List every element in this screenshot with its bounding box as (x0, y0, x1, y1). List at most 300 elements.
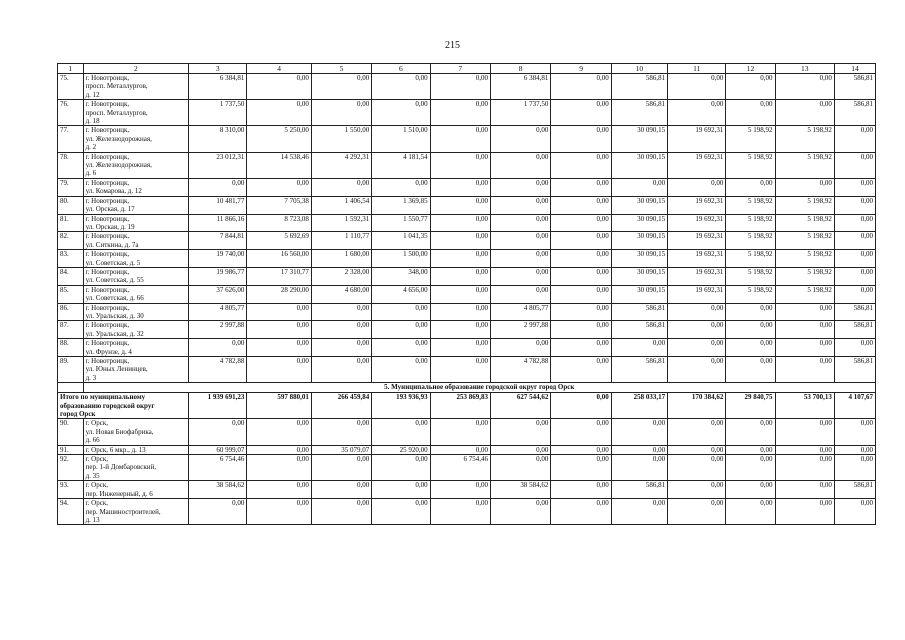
cell-col-10: 586,81 (611, 481, 667, 499)
address-line: д. 6 (85, 169, 97, 178)
address-line: ул. Советская, д. 55 (85, 276, 144, 285)
cell-col-4: 0,00 (247, 178, 311, 196)
row-address (83, 152, 188, 178)
address-line: г. Новотроицк, (85, 285, 130, 294)
cell-col-4: 0,00 (247, 481, 311, 499)
cell-col-3: 8 310,00 (189, 126, 247, 152)
address-line: пер. Инженерный, д. 6 (85, 489, 153, 498)
cell-col-3: 23 012,31 (189, 152, 247, 178)
cell-col-3: 37 626,00 (189, 285, 247, 303)
cell-col-6: 0,00 (372, 455, 430, 481)
cell-col-5: 0,00 (311, 357, 371, 383)
row-address (83, 303, 188, 321)
cell-col-12: 0,00 (726, 419, 775, 445)
cell-col-9: 0,00 (551, 196, 611, 214)
cell-col-7: 0,00 (430, 100, 490, 126)
address-line: ул. Юных Ленинцев, (85, 365, 148, 374)
address-line: г. Новотроицк, (85, 74, 130, 82)
total-label-line: город Орск (60, 410, 96, 419)
cell-col-4: 0,00 (247, 445, 311, 454)
table-row (58, 445, 876, 454)
address-line: г. Орск, (85, 419, 108, 428)
cell-col-13: 0,00 (775, 178, 834, 196)
cell-col-4: 8 723,08 (247, 214, 311, 232)
cell-col-9: 0,00 (551, 481, 611, 499)
cell-col-11: 19 692,31 (668, 232, 726, 250)
cell-col-3: 1 737,50 (189, 100, 247, 126)
column-header-1: 1 (58, 64, 84, 74)
total-col-3: 1 939 691,23 (189, 393, 247, 419)
total-col-14: 4 107,67 (834, 393, 875, 419)
cell-col-3: 0,00 (189, 178, 247, 196)
row-index: 84. (58, 267, 84, 285)
cell-col-12: 0,00 (726, 303, 775, 321)
cell-col-7: 0,00 (430, 303, 490, 321)
address-line: г. Новотроицк, (85, 214, 130, 223)
cell-col-14: 586,81 (834, 357, 875, 383)
cell-col-11: 19 692,31 (668, 267, 726, 285)
row-address (83, 196, 188, 214)
cell-col-3: 4 805,77 (189, 303, 247, 321)
row-address (83, 481, 188, 499)
address-line: д. 66 (85, 436, 100, 445)
cell-col-7: 0,00 (430, 232, 490, 250)
cell-col-14: 586,81 (834, 481, 875, 499)
row-index: 94. (58, 499, 84, 525)
cell-col-3: 6 384,81 (189, 74, 247, 100)
row-index: 81. (58, 214, 84, 232)
cell-col-12: 0,00 (726, 481, 775, 499)
cell-col-12: 0,00 (726, 445, 775, 454)
cell-col-5: 0,00 (311, 419, 371, 445)
cell-col-6: 0,00 (372, 499, 430, 525)
cell-col-6: 1 510,00 (372, 126, 430, 152)
cell-col-9: 0,00 (551, 339, 611, 357)
address-line: г. Орск, (85, 499, 108, 508)
cell-col-12: 5 198,92 (726, 232, 775, 250)
cell-col-8: 0,00 (490, 499, 550, 525)
cell-col-3: 19 986,77 (189, 267, 247, 285)
cell-col-6: 0,00 (372, 339, 430, 357)
cell-col-7: 0,00 (430, 267, 490, 285)
cell-col-14: 586,81 (834, 303, 875, 321)
total-label (58, 393, 189, 419)
cell-col-12: 0,00 (726, 357, 775, 383)
row-address (83, 214, 188, 232)
column-header-2: 2 (83, 64, 188, 74)
total-col-12: 29 840,75 (726, 393, 775, 419)
row-address (83, 74, 188, 100)
cell-col-13: 5 198,92 (775, 196, 834, 214)
address-line: ул. Железнодорожная, (85, 134, 152, 143)
cell-col-13: 0,00 (775, 445, 834, 454)
total-col-13: 53 700,13 (775, 393, 834, 419)
column-header-5: 5 (311, 64, 371, 74)
table-body-orsk (58, 419, 876, 525)
address-line: просп. Металлургов, (85, 108, 148, 117)
table-row (58, 321, 876, 339)
row-address (83, 499, 188, 525)
cell-col-12: 5 198,92 (726, 214, 775, 232)
cell-col-10: 30 090,15 (611, 250, 667, 268)
cell-col-5: 0,00 (311, 178, 371, 196)
cell-col-6: 4 181,54 (372, 152, 430, 178)
cell-col-6: 0,00 (372, 481, 430, 499)
address-line: просп. Металлургов, (85, 82, 148, 91)
cell-col-10: 30 090,15 (611, 267, 667, 285)
cell-col-10: 30 090,15 (611, 152, 667, 178)
cell-col-12: 0,00 (726, 74, 775, 100)
address-line: ул. Фрунзе, д. 4 (85, 347, 132, 356)
cell-col-13: 5 198,92 (775, 285, 834, 303)
cell-col-9: 0,00 (551, 499, 611, 525)
cell-col-13: 0,00 (775, 74, 834, 100)
cell-col-10: 0,00 (611, 499, 667, 525)
cell-col-11: 19 692,31 (668, 214, 726, 232)
table-body-novotroitsk (58, 74, 876, 383)
cell-col-9: 0,00 (551, 100, 611, 126)
table-row (58, 455, 876, 481)
row-index: 93. (58, 481, 84, 499)
cell-col-3: 19 740,00 (189, 250, 247, 268)
cell-col-10: 30 090,15 (611, 126, 667, 152)
total-col-5: 266 459,84 (311, 393, 371, 419)
cell-col-7: 0,00 (430, 321, 490, 339)
cell-col-14: 0,00 (834, 232, 875, 250)
cell-col-13: 0,00 (775, 455, 834, 481)
address-line: г. Новотроицк, (85, 126, 130, 135)
table-row (58, 499, 876, 525)
row-address (83, 455, 188, 481)
address-line: пер. Машиностроителей, (85, 507, 161, 516)
cell-col-7: 0,00 (430, 74, 490, 100)
row-address (83, 339, 188, 357)
row-address (83, 285, 188, 303)
cell-col-9: 0,00 (551, 250, 611, 268)
cell-col-7: 0,00 (430, 419, 490, 445)
cell-col-3: 2 997,88 (189, 321, 247, 339)
address-line: ул. Орская, д. 17 (85, 205, 135, 214)
address-line: ул. Уральская, д. 32 (85, 329, 144, 338)
column-header-7: 7 (430, 64, 490, 74)
cell-col-6: 0,00 (372, 303, 430, 321)
cell-col-4: 0,00 (247, 321, 311, 339)
table-row (58, 100, 876, 126)
cell-col-10: 30 090,15 (611, 196, 667, 214)
column-header-10: 10 (611, 64, 667, 74)
row-address (83, 100, 188, 126)
cell-col-14: 0,00 (834, 178, 875, 196)
address-line: ул. Советская, д. 66 (85, 294, 144, 303)
cell-col-9: 0,00 (551, 152, 611, 178)
cell-col-13: 5 198,92 (775, 126, 834, 152)
cell-col-6: 0,00 (372, 357, 430, 383)
cell-col-11: 19 692,31 (668, 126, 726, 152)
cell-col-4: 0,00 (247, 499, 311, 525)
address-line: ул. Уральская, д. 30 (85, 311, 144, 320)
cell-col-14: 0,00 (834, 250, 875, 268)
cell-col-3: 7 844,81 (189, 232, 247, 250)
address-line: ул. Железнодорожная, (85, 161, 152, 170)
cell-col-3: 11 866,16 (189, 214, 247, 232)
address-line: г. Новотроицк, (85, 321, 130, 330)
row-address (83, 267, 188, 285)
cell-col-4: 0,00 (247, 455, 311, 481)
address-line: ул. Новая Биофабрика, (85, 427, 154, 436)
total-row (58, 393, 876, 419)
cell-col-9: 0,00 (551, 357, 611, 383)
cell-col-10: 586,81 (611, 303, 667, 321)
address-line: д. 2 (85, 143, 97, 152)
cell-col-3: 60 999,07 (189, 445, 247, 454)
cell-col-11: 0,00 (668, 357, 726, 383)
cell-col-13: 0,00 (775, 321, 834, 339)
cell-col-10: 30 090,15 (611, 214, 667, 232)
cell-col-8: 6 384,81 (490, 74, 550, 100)
cell-col-3: 4 782,88 (189, 357, 247, 383)
column-header-3: 3 (189, 64, 247, 74)
cell-col-14: 586,81 (834, 321, 875, 339)
address-line: ул. Ситкина, д. 7а (85, 240, 139, 249)
cell-col-10: 0,00 (611, 339, 667, 357)
cell-col-6: 1 369,85 (372, 196, 430, 214)
cell-col-6: 25 920,00 (372, 445, 430, 454)
cell-col-12: 5 198,92 (726, 152, 775, 178)
cell-col-5: 1 406,54 (311, 196, 371, 214)
cell-col-8: 1 737,50 (490, 100, 550, 126)
cell-col-13: 0,00 (775, 481, 834, 499)
address-line: д. 13 (85, 515, 100, 524)
cell-col-7: 0,00 (430, 214, 490, 232)
cell-col-10: 586,81 (611, 74, 667, 100)
address-line: г. Новотроицк, (85, 178, 130, 187)
address-line: ул. Комарова, д. 12 (85, 187, 142, 196)
cell-col-13: 0,00 (775, 499, 834, 525)
address-line: д. 12 (85, 90, 100, 99)
row-address (83, 445, 188, 454)
section-row (58, 383, 876, 393)
cell-col-13: 5 198,92 (775, 267, 834, 285)
address-line: г. Новотроицк, (85, 267, 130, 276)
cell-col-13: 5 198,92 (775, 214, 834, 232)
cell-col-13: 5 198,92 (775, 152, 834, 178)
table-row (58, 481, 876, 499)
total-col-11: 170 384,62 (668, 393, 726, 419)
total-col-4: 597 880,01 (247, 393, 311, 419)
cell-col-5: 0,00 (311, 321, 371, 339)
table-row (58, 214, 876, 232)
cell-col-14: 0,00 (834, 285, 875, 303)
cell-col-14: 0,00 (834, 267, 875, 285)
row-address (83, 357, 188, 383)
cell-col-5: 1 110,77 (311, 232, 371, 250)
cell-col-6: 0,00 (372, 178, 430, 196)
cell-col-5: 0,00 (311, 499, 371, 525)
cell-col-5: 0,00 (311, 74, 371, 100)
row-index: 90. (58, 419, 84, 445)
cell-col-8: 4 782,88 (490, 357, 550, 383)
cell-col-10: 0,00 (611, 445, 667, 454)
cell-col-7: 0,00 (430, 178, 490, 196)
cell-col-10: 586,81 (611, 100, 667, 126)
cell-col-9: 0,00 (551, 74, 611, 100)
cell-col-14: 0,00 (834, 419, 875, 445)
cell-col-4: 0,00 (247, 74, 311, 100)
table-row (58, 419, 876, 445)
column-header-14: 14 (834, 64, 875, 74)
cell-col-6: 0,00 (372, 100, 430, 126)
cell-col-6: 0,00 (372, 321, 430, 339)
cell-col-13: 5 198,92 (775, 250, 834, 268)
cell-col-8: 0,00 (490, 126, 550, 152)
cell-col-7: 0,00 (430, 196, 490, 214)
table-row (58, 267, 876, 285)
cell-col-4: 14 538,46 (247, 152, 311, 178)
cell-col-8: 0,00 (490, 214, 550, 232)
cell-col-8: 0,00 (490, 455, 550, 481)
cell-col-4: 0,00 (247, 100, 311, 126)
cell-col-11: 0,00 (668, 74, 726, 100)
table-row (58, 285, 876, 303)
table-row (58, 152, 876, 178)
column-header-4: 4 (247, 64, 311, 74)
cell-col-14: 0,00 (834, 339, 875, 357)
cell-col-14: 0,00 (834, 445, 875, 454)
cell-col-11: 0,00 (668, 321, 726, 339)
table-row (58, 126, 876, 152)
cell-col-9: 0,00 (551, 178, 611, 196)
cell-col-9: 0,00 (551, 126, 611, 152)
page-number: 215 (445, 40, 460, 51)
row-index: 77. (58, 126, 84, 152)
table-row (58, 303, 876, 321)
address-line: пер. 1-й Домбаровский, (85, 463, 157, 472)
row-index: 92. (58, 455, 84, 481)
row-index: 85. (58, 285, 84, 303)
cell-col-5: 0,00 (311, 303, 371, 321)
cell-col-5: 4 680,00 (311, 285, 371, 303)
cell-col-12: 0,00 (726, 100, 775, 126)
cell-col-14: 0,00 (834, 196, 875, 214)
cell-col-5: 35 079,07 (311, 445, 371, 454)
cell-col-12: 0,00 (726, 499, 775, 525)
cell-col-8: 0,00 (490, 445, 550, 454)
column-header-13: 13 (775, 64, 834, 74)
cell-col-10: 0,00 (611, 178, 667, 196)
cell-col-5: 1 550,00 (311, 126, 371, 152)
row-index: 91. (58, 445, 84, 454)
cell-col-3: 0,00 (189, 499, 247, 525)
column-header-6: 6 (372, 64, 430, 74)
table-row (58, 178, 876, 196)
column-header-12: 12 (726, 64, 775, 74)
cell-col-6: 1 550,77 (372, 214, 430, 232)
table-row (58, 357, 876, 383)
cell-col-4: 0,00 (247, 357, 311, 383)
cell-col-6: 4 656,00 (372, 285, 430, 303)
address-line: ул. Орская, д. 19 (85, 222, 135, 231)
cell-col-4: 17 310,77 (247, 267, 311, 285)
row-address (83, 321, 188, 339)
cell-col-5: 0,00 (311, 481, 371, 499)
cell-col-11: 0,00 (668, 100, 726, 126)
cell-col-3: 38 584,62 (189, 481, 247, 499)
cell-col-4: 0,00 (247, 303, 311, 321)
address-line: д. 35 (85, 471, 100, 480)
cell-col-14: 0,00 (834, 455, 875, 481)
row-index: 88. (58, 339, 84, 357)
cell-col-5: 0,00 (311, 100, 371, 126)
cell-col-6: 1 041,35 (372, 232, 430, 250)
cell-col-4: 16 560,00 (247, 250, 311, 268)
cell-col-9: 0,00 (551, 214, 611, 232)
cell-col-8: 0,00 (490, 339, 550, 357)
row-index: 87. (58, 321, 84, 339)
cell-col-5: 1 680,00 (311, 250, 371, 268)
cell-col-8: 0,00 (490, 232, 550, 250)
cell-col-14: 586,81 (834, 100, 875, 126)
cell-col-7: 0,00 (430, 250, 490, 268)
row-index: 75. (58, 74, 84, 100)
cell-col-11: 0,00 (668, 339, 726, 357)
cell-col-11: 0,00 (668, 445, 726, 454)
section-title: 5. Муниципальное образование городской округ город Орск (83, 383, 875, 393)
table-row (58, 232, 876, 250)
table-header (58, 64, 876, 74)
total-col-10: 258 033,17 (611, 393, 667, 419)
cell-col-8: 0,00 (490, 419, 550, 445)
cell-col-3: 6 754,46 (189, 455, 247, 481)
cell-col-12: 5 198,92 (726, 250, 775, 268)
address-line: д. 3 (85, 373, 97, 382)
address-line: г. Новотроицк, (85, 250, 130, 259)
cell-col-11: 19 692,31 (668, 285, 726, 303)
total-label-line: Итого по муниципальному (60, 393, 146, 402)
section-orsk (58, 383, 876, 419)
cell-col-6: 0,00 (372, 74, 430, 100)
cell-col-7: 0,00 (430, 339, 490, 357)
cell-col-13: 0,00 (775, 100, 834, 126)
row-index: 76. (58, 100, 84, 126)
cell-col-7: 0,00 (430, 285, 490, 303)
cell-col-8: 38 584,62 (490, 481, 550, 499)
cell-col-4: 0,00 (247, 419, 311, 445)
row-address (83, 232, 188, 250)
cell-col-12: 5 198,92 (726, 196, 775, 214)
table-row (58, 74, 876, 100)
cell-col-4: 28 290,00 (247, 285, 311, 303)
cell-col-10: 586,81 (611, 357, 667, 383)
cell-col-9: 0,00 (551, 419, 611, 445)
cell-col-10: 0,00 (611, 419, 667, 445)
cell-col-11: 19 692,31 (668, 250, 726, 268)
table-row (58, 196, 876, 214)
cell-col-7: 6 754,46 (430, 455, 490, 481)
cell-col-9: 0,00 (551, 285, 611, 303)
cell-col-14: 0,00 (834, 152, 875, 178)
cell-col-12: 0,00 (726, 321, 775, 339)
cell-col-5: 2 328,00 (311, 267, 371, 285)
data-table (57, 63, 876, 525)
row-index: 79. (58, 178, 84, 196)
address-line: г. Орск, 6 мкр., д. 13 (85, 445, 146, 454)
table-row (58, 339, 876, 357)
cell-col-9: 0,00 (551, 321, 611, 339)
address-line: г. Новотроицк, (85, 339, 130, 348)
address-line: г. Новотроицк, (85, 152, 130, 161)
cell-col-12: 0,00 (726, 455, 775, 481)
cell-col-5: 0,00 (311, 455, 371, 481)
